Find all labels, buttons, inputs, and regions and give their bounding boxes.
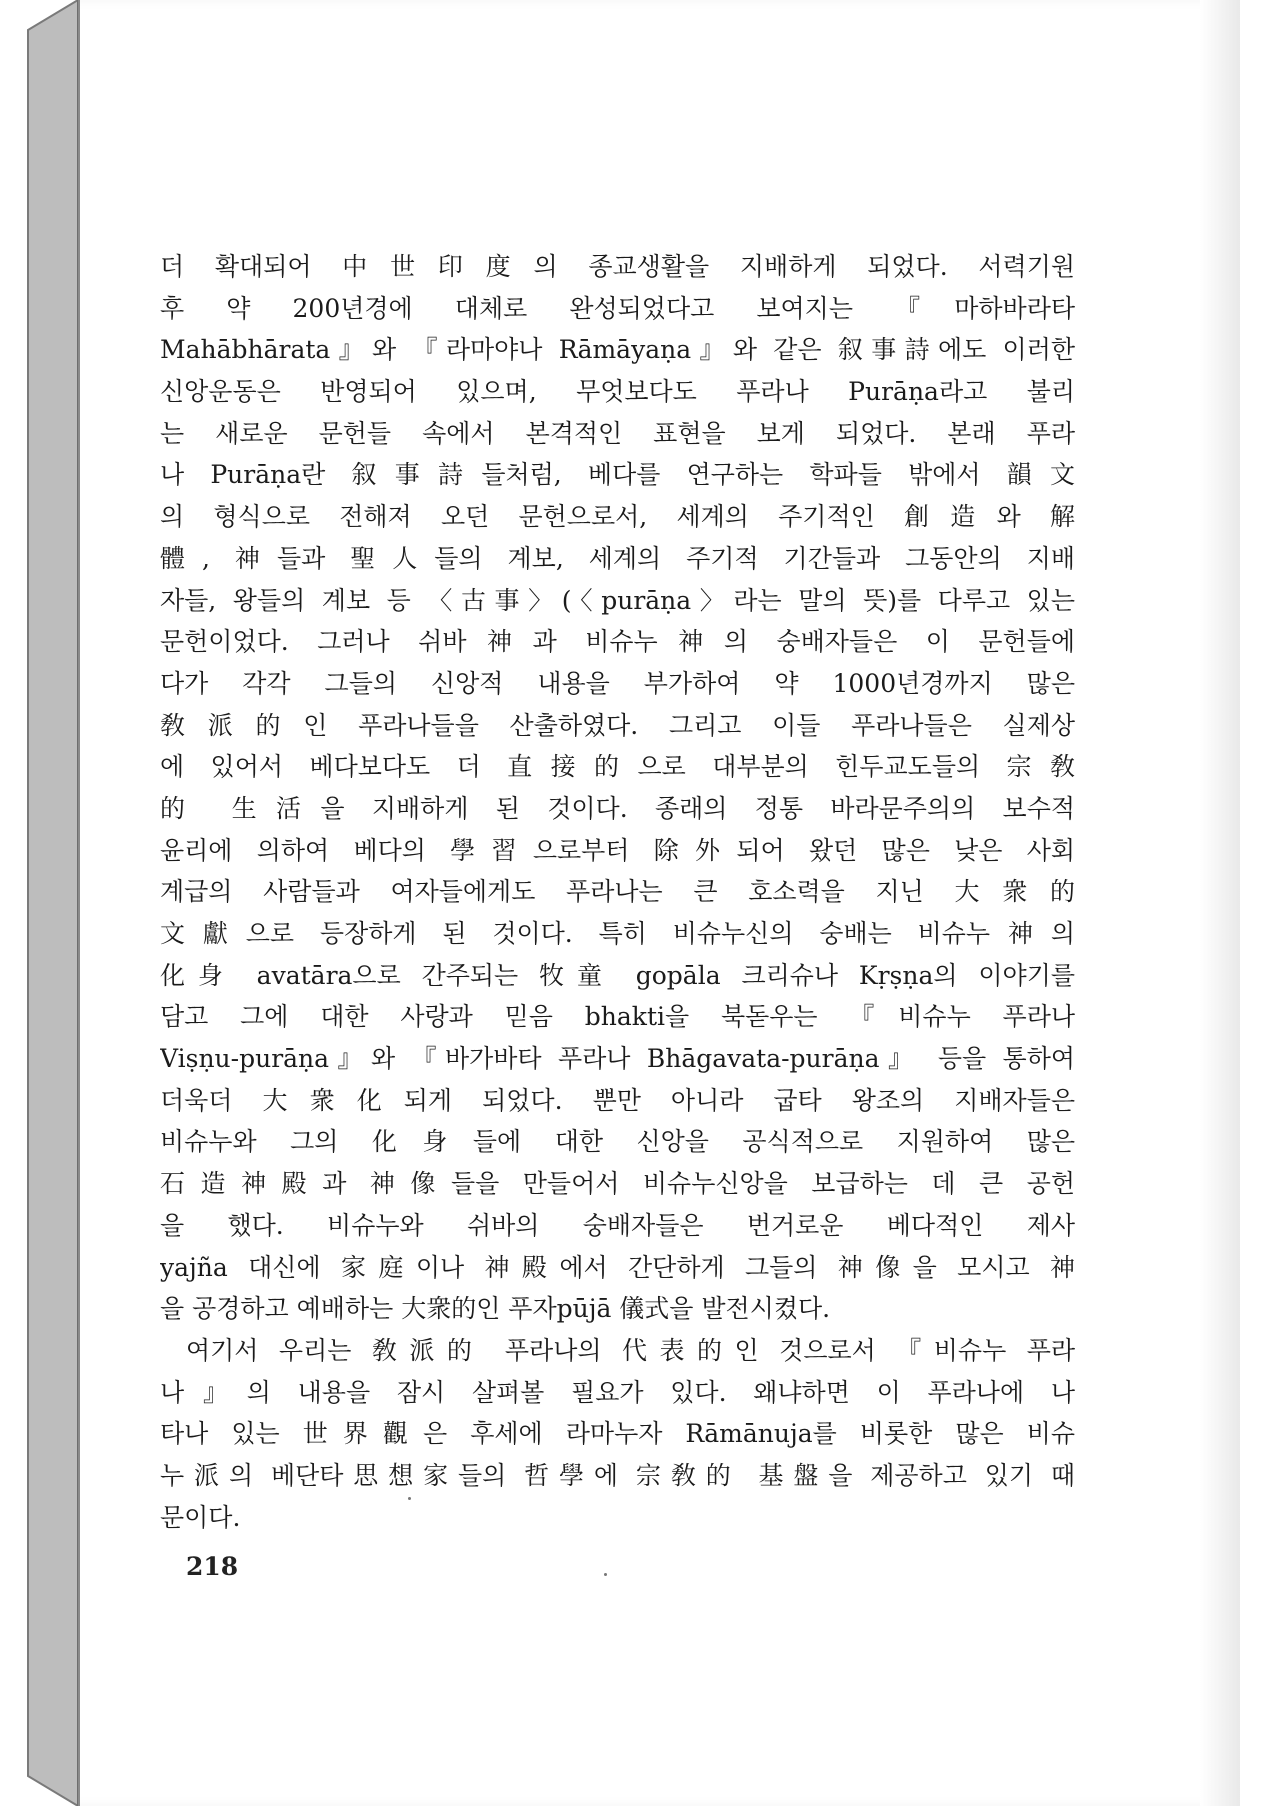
text-line: 敎派的인 푸라나들을 산출하였다. 그리고 이들 푸라나들은 실제상 xyxy=(160,710,1075,740)
text-line: 的 生活을 지배하게 된 것이다. 종래의 정통 바라문주의의 보수적 xyxy=(160,793,1075,823)
text-line: 을 공경하고 예배하는 大衆的인 푸자pūjā 儀式을 발전시켰다. xyxy=(160,1294,831,1324)
text-line: Mahābhārata』와 『라마야나 Rāmāyaṇa』와 같은 叙事詩에도 이러한 xyxy=(160,335,1075,365)
body-text xyxy=(160,246,1075,1538)
text-line: 타나 있는 世界觀은 후세에 라마누자 Rāmānuja를 비롯한 많은 비슈 xyxy=(160,1419,1075,1449)
text-line: 體, 神들과 聖人들의 계보, 세계의 주기적 기간들과 그동안의 지배 xyxy=(160,543,1075,573)
text-line: Viṣṇu-purāṇa』와 『바가바타 푸라나 Bhāgavata-purāṇa』 등을 통하여 xyxy=(160,1044,1075,1074)
text-line: 후 약 200년경에 대체로 완성되었다고 보여지는 『마하바라타 xyxy=(160,293,1075,323)
text-line: 의 형식으로 전해져 오던 문헌으로서, 세계의 주기적인 創造와 解 xyxy=(160,502,1075,532)
text-line: 문이다. xyxy=(160,1502,241,1532)
text-line: 을 했다. 비슈누와 쉬바의 숭배자들은 번거로운 베다적인 제사 xyxy=(160,1210,1075,1240)
text-line: yajña 대신에 家庭이나 神殿에서 간단하게 그들의 神像을 모시고 神 xyxy=(160,1252,1075,1282)
text-line: 더 확대되어 中世印度의 종교생활을 지배하게 되었다. 서력기원 xyxy=(160,252,1075,281)
text-line: 담고 그에 대한 사랑과 믿음 bhakti을 북돋우는 『비슈누 푸라나 xyxy=(160,1002,1075,1032)
text-line: 비슈누와 그의 化身들에 대한 신앙을 공식적으로 지원하여 많은 xyxy=(160,1127,1075,1157)
text-line: 다가 각각 그들의 신앙적 내용을 부가하여 약 1000년경까지 많은 xyxy=(160,668,1075,698)
text-line: 化身 avatāra으로 간주되는 牧童 gopāla 크리슈나 Kṛṣṇa의 이야기를 xyxy=(160,960,1075,990)
text-line: 윤리에 의하여 베다의 學習으로부터 除外되어 왔던 많은 낮은 사회 xyxy=(160,835,1075,865)
text-line: 누派의 베단타思想家들의 哲學에 宗敎的 基盤을 제공하고 있기 때 xyxy=(160,1460,1075,1490)
text-line: 에 있어서 베다보다도 더 直接的으로 대부분의 힌두교도들의 宗敎 xyxy=(160,752,1075,782)
text-line: 계급의 사람들과 여자들에게도 푸라나는 큰 호소력을 지닌 大衆的 xyxy=(160,877,1075,907)
text-line: 나 Purāṇa란 叙事詩들처럼, 베다를 연구하는 학파들 밖에서 韻文 xyxy=(160,460,1075,490)
text-line: 자들, 왕들의 계보 등 〈古事〉(〈purāṇa〉라는 말의 뜻)를 다루고 있는 xyxy=(160,585,1075,615)
text-line: 文獻으로 등장하게 된 것이다. 특히 비슈누신의 숭배는 비슈누神의 xyxy=(160,919,1075,948)
page-number: 218 xyxy=(186,1552,239,1581)
paragraph-first-line: 여기서 우리는 敎派的 푸라나의 代表的인 것으로서 『비슈누 푸라 xyxy=(186,1335,1075,1365)
text-line: 나』의 내용을 잠시 살펴볼 필요가 있다. 왜냐하면 이 푸라나에 나 xyxy=(160,1377,1075,1407)
speck xyxy=(604,1573,607,1576)
text-line: 문헌이었다. 그러나 쉬바神과 비슈누神의 숭배자들은 이 문헌들에 xyxy=(160,627,1075,657)
page-edge xyxy=(1200,0,1240,1806)
text-line: 石造神殿과 神像들을 만들어서 비슈누신앙을 보급하는 데 큰 공헌 xyxy=(160,1169,1075,1199)
text-line: 는 새로운 문헌들 속에서 본격적인 표현을 보게 되었다. 본래 푸라 xyxy=(160,418,1075,448)
text-line: 신앙운동은 반영되어 있으며, 무엇보다도 푸라나 Purāṇa라고 불리 xyxy=(160,377,1075,407)
text-line: 더욱더 大衆化되게 되었다. 뿐만 아니라 굽타 왕조의 지배자들은 xyxy=(160,1085,1075,1115)
